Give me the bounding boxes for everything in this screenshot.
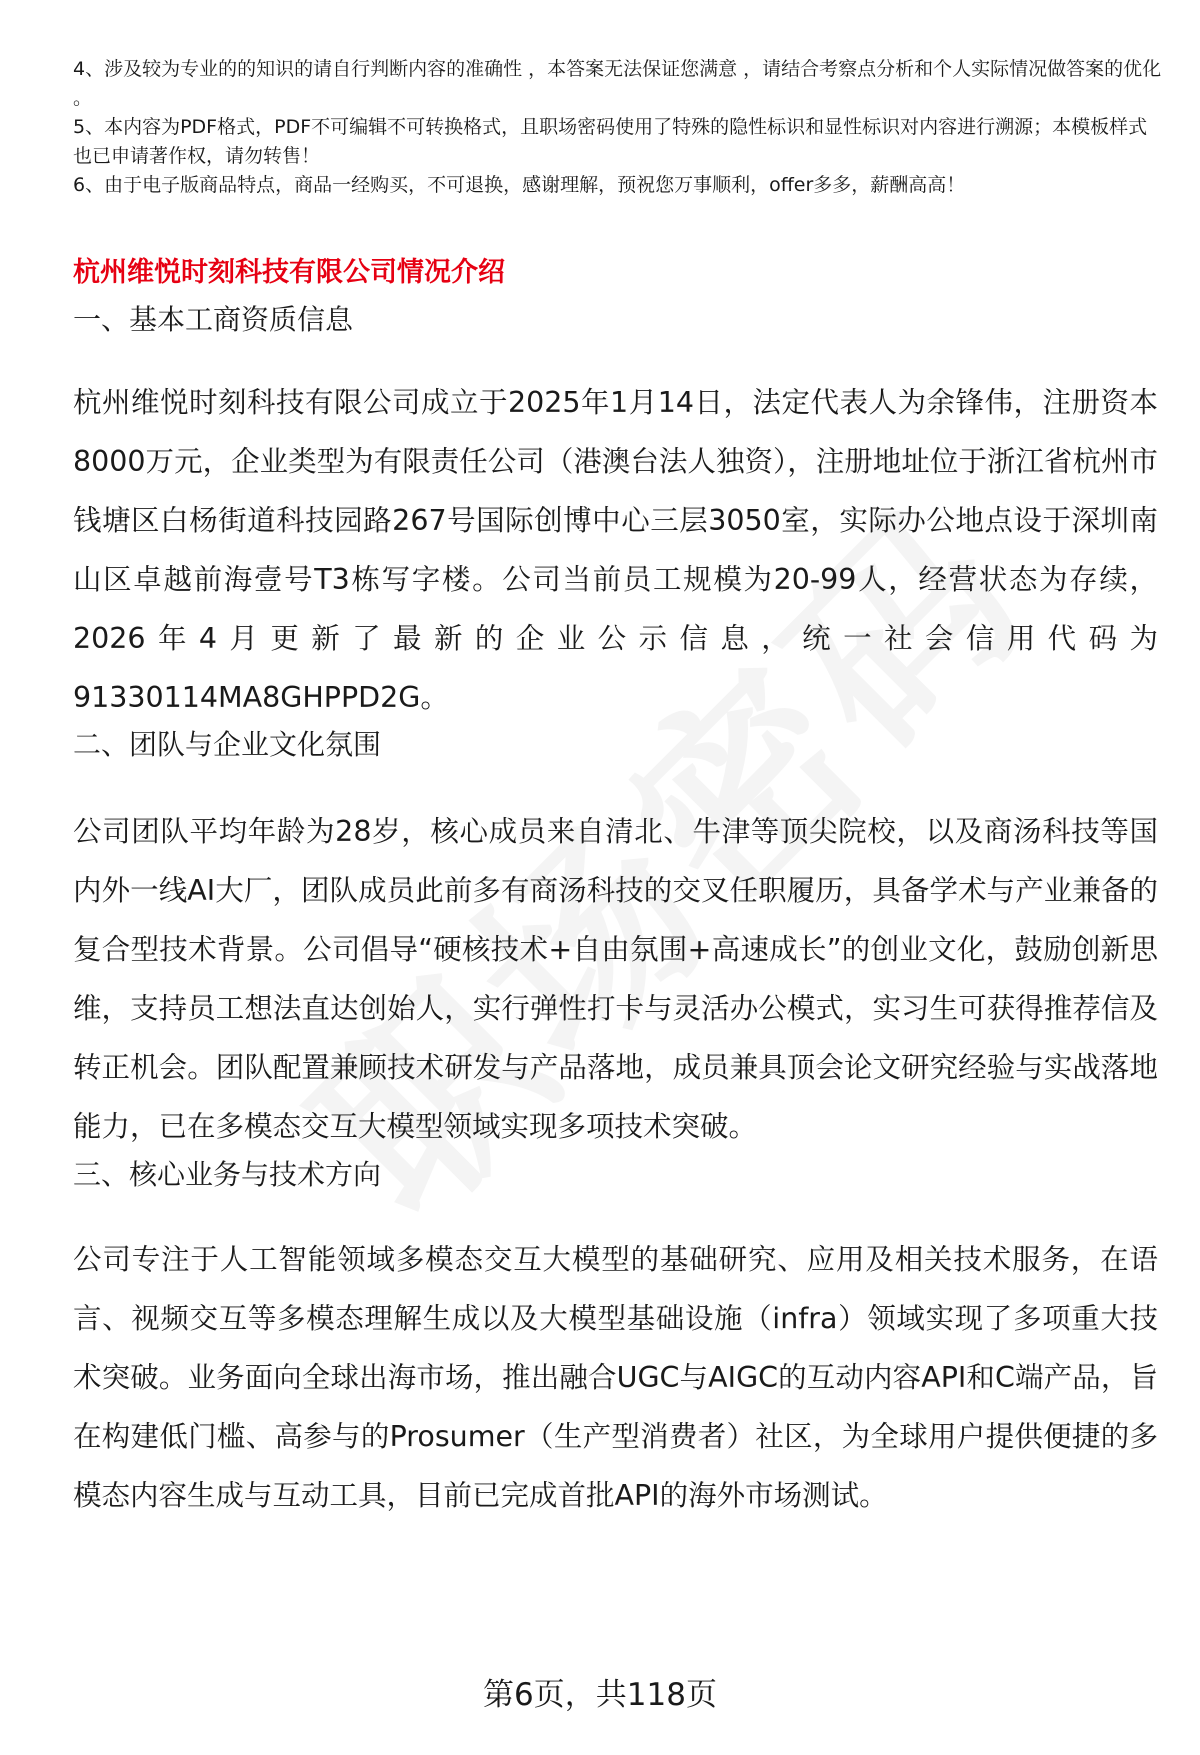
section-heading-basic-info: 一、基本工商资质信息 — [73, 303, 354, 336]
page-number: 第6页，共118页 — [483, 1677, 717, 1713]
section-body-team-culture: 公司团队平均年龄为28岁，核心成员来自清北、牛津等顶尖院校，以及商汤科技等国内外一线AI大厂，团队成员此前多有商汤科技的交叉任职履历，具备学术与产业兼备的复合型技术背景。公司倡导“硬核技术+自由氛围+高速成长”的创业文化，鼓励创新思维，支持员工想法直达创始人，实行弹性打卡与灵活办公模式，实习生可获得推荐信及转正机会。团队配置兼顾技术研发与产品落地，成员兼具顶会论文研究经验与实战落地能力，已在多模态交互大模型领域实现多项技术突破。 — [73, 815, 1158, 1143]
document-title: 杭州维悦时刻科技有限公司情况介绍 — [73, 257, 505, 288]
section-body-basic-info: 杭州维悦时刻科技有限公司成立于2025年1月14日，法定代表人为余锋伟，注册资本8000万元，企业类型为有限责任公司（港澳台法人独资），注册地址位于浙江省杭州市钱塘区白杨街道科技园路267号国际创博中心三层3050室，实际办公地点设于深圳南山区卓越前海壹号T3栋写字楼。公司当前员工规模为20-99人，经营状态为存续，2026年4月更新了最新的企业公示信息，统一社会信用代码为91330114MA8GHPPD2G。 — [73, 386, 1158, 714]
note-item: 5、本内容为PDF格式，PDF不可编辑不可转换格式，且职场密码使用了特殊的隐性标识和显性标识对内容进行溯源；本模板样式也已申请著作权，请勿转售！ — [73, 116, 1148, 167]
section-heading-core-business: 三、核心业务与技术方向 — [73, 1158, 382, 1191]
note-item: 6、由于电子版商品特点，商品一经购买，不可退换，感谢理解，预祝您万事顺利，offer多多，薪酬高高！ — [73, 174, 966, 196]
note-item: 4、涉及较为专业的的知识的请自行判断内容的准确性 ，本答案无法保证您满意 ，请结合考察点分析和个人实际情况做答案的优化 。 — [73, 58, 1162, 109]
notes-block — [73, 55, 1163, 200]
section-body-core-business: 公司专注于人工智能领域多模态交互大模型的基础研究、应用及相关技术服务，在语言、视频交互等多模态理解生成以及大模型基础设施（infra）领域实现了多项重大技术突破。业务面向全球出海市场，推出融合UGC与AIGC的互动内容API和C端产品，旨在构建低门槛、高参与的Prosumer（生产型消费者）社区，为全球用户提供便捷的多模态内容生成与互动工具，目前已完成首批API的海外市场测试。 — [73, 1243, 1158, 1512]
section-heading-team-culture: 二、团队与企业文化氛围 — [73, 728, 382, 761]
